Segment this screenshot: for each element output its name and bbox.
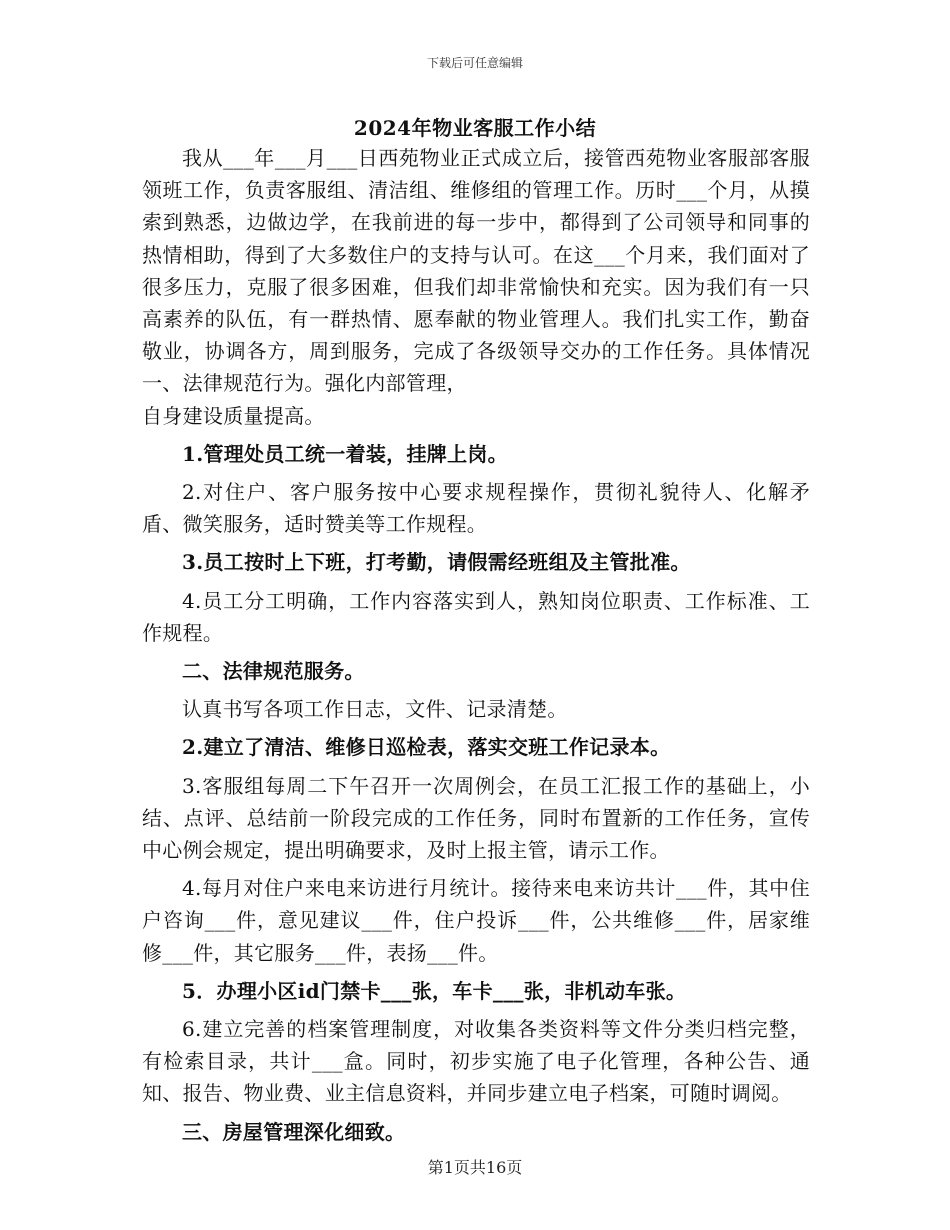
item-work-logs: 认真书写各项工作日志，文件、记录清楚。 [182,697,568,722]
item-inspection-sheet: 2.建立了清洁、维修日巡检表，落实交班工作记录本。 [182,735,671,760]
item-weekly-meeting: 3.客服组每周二下午召开一次周例会，在员工汇报工作的基础上，小结、点评、总结前一阶段完成的工作任务，同时布置新的工作任务，宣传中心例会规定，提出明确要求，及时上报主管，请示工作。 [142,773,810,863]
paragraph-intro-end: 自身建设质量提高。 [142,403,325,428]
section-heading-housing: 三、房屋管理深化细致。 [182,1119,406,1144]
page-header: 下载后可任意编辑 [426,56,523,70]
document-body [142,142,810,1148]
page-footer: 第1页共16页 [427,1158,523,1177]
item-attendance: 3.员工按时上下班，打考勤，请假需经班组及主管批准。 [182,550,691,575]
item-service-rules: 2.对住户、客户服务按中心要求规程操作，贯彻礼貌待人、化解矛盾、微笑服务，适时赞美等工作规程。 [142,480,810,537]
item-archive-management: 6.建立完善的档案管理制度，对收集各类资料等文件分类归档完整，有检索目录，共计___盒。同时，初步实施了电子化管理，各种公告、通知、报告、物业费、业主信息资料，并同步建立电子档案，可随时调阅。 [142,1017,810,1106]
section-heading-service: 二、法律规范服务。 [182,659,365,684]
item-access-cards: 5．办理小区id门禁卡___张，车卡___张，非机动车张。 [182,978,687,1003]
item-division-of-labor: 4.员工分工明确，工作内容落实到人，熟知岗位职责、工作标准、工作规程。 [142,588,810,645]
paragraph-intro: 我从___年___月___日西苑物业正式成立后，接管西苑物业客服部客服领班工作，负责客服组、清洁组、维修组的管理工作。历时___个月，从摸索到熟悉，边做边学，在我前进的每一步中，都得到了公司领导和同事的热情相助，得到了大多数住户的支持与认可。在这___个月来，我们面对了很多压力，克服了很多困难，但我们却非常愉快和充实。因为我们有一只高素养的队伍，有一群热情、愿奉献的物业管理人。我们扎实工作，勤奋敬业，协调各方，周到服务，完成了各级领导交办的工作任务。具体情况一、法律规范行为。强化内部管理， [142,146,810,396]
item-monthly-statistics: 4.每月对住户来电来访进行月统计。接待来电来访共计___件，其中住户咨询___件，意见建议___件，住户投诉___件，公共维修___件，居家维修___件，其它服务___件，表扬___件。 [142,876,810,965]
item-uniform: 1.管理处员工统一着装，挂牌上岗。 [182,441,508,466]
document-title: 2024年物业客服工作小结 [353,116,597,140]
